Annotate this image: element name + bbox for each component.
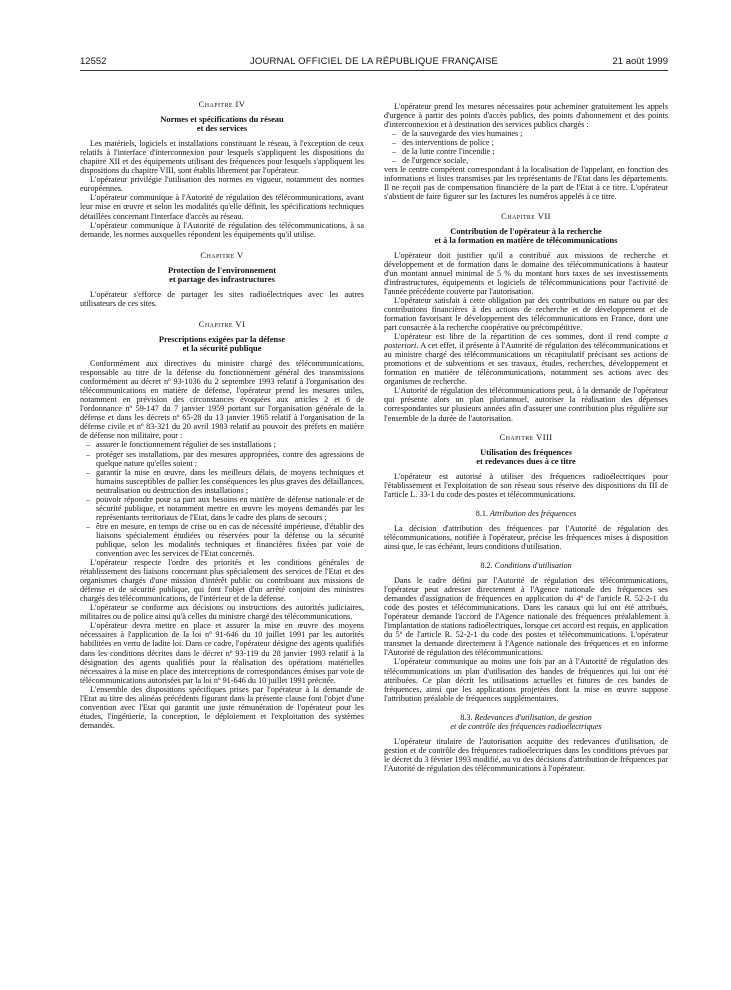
list-item: – protéger ses installations, par des mesures appropriées, contre des agressions de quelque nature qu'elles soient ;: [96, 450, 364, 468]
chapter-vi-label: Chapitre VI: [198, 318, 246, 329]
paragraph: L'opérateur est autorisé à utiliser des fréquences radioélectriques pour l'établissement et l'exploitation de son réseau sous réserve des dispositions du III de l'article L. 33-1 du code des postes et télécommunications.: [384, 471, 668, 499]
section-number: 8.2.: [480, 561, 493, 571]
chapter-viii-label: Chapitre VIII: [499, 431, 553, 442]
text-span: . A cet effet, il présente à l'Autorité de régulation des télécommunications et au ministre chargé des télécommunications un récapitulatif précisant ses actions de promotions et de subventions et ses travaux, études, recherches, développement et formation en matière de télécommunications, notamment ses actions avec des organismes de recherche.: [384, 341, 668, 387]
paragraph: L'opérateur s'efforce de partager les sites radioélectriques avec les autres utilisateurs de ces sites.: [80, 289, 364, 308]
paragraph: L'opérateur se conforme aux décisions ou instructions des autorités judiciaires, militaires ou de police ainsi qu'à celles du ministre chargé des télécommunications.: [80, 603, 364, 622]
paragraph: L'opérateur communique à l'Autorité de régulation des télécommunications, avant leur mise en œuvre et selon les modalités qu'elle définit, les spécifications techniques détaillées concernant l'interface d'accès au réseau.: [80, 193, 364, 221]
chapter-vii-label: Chapitre VII: [501, 210, 551, 221]
chapter-iv-title-line1: Normes et spécifications du réseau: [160, 115, 284, 125]
paragraph: L'opérateur prend les mesures nécessaires pour acheminer gratuitement les appels d'urgence à partir des points d'accès publics, des points d'abonnement et des points d'interconnexion et à destination des services publics chargés :: [384, 102, 668, 130]
section-title-line2: et de contrôle des fréquences radioélectriques: [450, 721, 602, 731]
chapter-vi-title-line2: et la sécurité publique: [182, 343, 262, 353]
chapter-viii-title-line1: Utilisation des fréquences: [480, 447, 572, 457]
paragraph: L'opérateur devra mettre en place et assurer la mise en œuvre des moyens nécessaires à l'application de la loi nº 91-646 du 10 juillet 1991 par les autorités habilitées en vertu de ladite loi. Dans ce cadre, l'opérateur désigne des agents qualifiés dans les conditions décrites dans le décret nº 93-119 du 28 janvier 1993 relatif à la désignation des agents qualifiés pour la réalisation des opérations matérielles nécessaires à la mise en place des interceptions de correspondances émises par voie de télécommunications autorisées par la loi nº 91-646 du 10 juillet 1991 précitée.: [80, 621, 364, 685]
chapter-vii-title-line1: Contribution de l'opérateur à la recherche: [450, 226, 602, 236]
right-column: [384, 102, 668, 773]
chapter-v-title: [80, 266, 364, 284]
list-item: – de l'urgence sociale,: [402, 156, 668, 165]
journal-title: JOURNAL OFFICIEL DE LA RÉPUBLIQUE FRANÇAISE: [249, 56, 499, 67]
chapter-vi-title: [80, 335, 364, 353]
italic-term: a posteriori: [384, 332, 668, 351]
chapter-viii-title-line2: et redevances dues à ce titre: [476, 456, 576, 466]
chapter-iv-title-line2: et des services: [196, 124, 248, 134]
header-rule: [80, 70, 668, 71]
paragraph: La décision d'attribution des fréquences par l'Autorité de régulation des télécommunications, notifiée à l'opérateur, précise les fréquences mises à disposition ainsi que, le cas échéant, leurs conditions d'utilisation.: [384, 523, 668, 551]
paragraph: L'opérateur communique au moins une fois par an à l'Autorité de régulation des télécommunications un plan d'utilisation des bandes de fréquences qui lui ont été attribuées. Ce plan décrit les utilisations actuelles et futures de ces bandes de fréquences, ainsi que les applications projetées dont la mise en œuvre suppose l'attribution préalable de fréquences supplémentaires.: [384, 657, 668, 703]
paragraph: L'Autorité de régulation des télécommunications peut, à la demande de l'opérateur qui présente alors un plan pluriannuel, autoriser la réalisation des dépenses correspondantes sur plusieurs années afin d'assurer une contribution plus régulière sur l'ensemble de la durée de l'autorisation.: [384, 386, 668, 423]
paragraph: L'ensemble des dispositions spécifiques prises par l'opérateur à la demande de l'Etat au titre des alinéas précédents figurant dans la présente clause font l'objet d'une convention avec l'Etat qui garantit une juste rémunération de l'opérateur pour les études, l'ingénierie, la conception, le déploiement et l'exploitation des systèmes demandés.: [80, 684, 364, 730]
paragraph: L'opérateur satisfait à cette obligation par des contributions en nature ou par des contributions financières à des actions de recherche et de développement et de formation favorisant le développement des télécommunications en France, dont une part consacrée à la recherche coopérative ou précompétitive.: [384, 295, 668, 333]
chapter-vii-title-line2: et à la formation en matière de télécommunications: [434, 235, 618, 245]
chapter-v-title-line1: Protection de l'environnement: [167, 265, 277, 275]
page-number: 12552: [80, 56, 107, 67]
list-item: – de la sauvegarde des vies humaines ;: [402, 129, 668, 138]
emergency-services-list: [384, 129, 668, 165]
page-header: [80, 56, 668, 68]
paragraph: L'opérateur doit justifier qu'il a contribué aux missions de recherche et développement et de formation dans le domaine des télécommunications à hauteur d'un montant annuel minimal de 5 % du montant hors taxes de ses investissements d'infrastructures, équipements et logiciels de télécommunications pour l'activité de l'année précédente couverte par l'autorisation.: [384, 250, 668, 296]
chapter-vii-title: [384, 227, 668, 245]
paragraph: Les matériels, logiciels et installations constituant le réseau, à l'exception de ceux relatifs à l'interface d'interconnexion pour lesquels s'appliquent les dispositions du chapitre XII et des équipements utilisant des fréquences pour lesquels s'appliquent les dispositions du chapitre VIII, sont établis librement par l'opérateur.: [80, 139, 364, 176]
list-item: – garantir la mise en œuvre, dans les meilleurs délais, de moyens techniques et humains susceptibles de pallier les conséquences les plus graves des défaillances, neutralisation ou destruction des installations ;: [96, 468, 364, 495]
section-8-1-heading: [384, 509, 668, 518]
chapter-viii-title: [384, 448, 668, 466]
section-number: 8.3.: [460, 712, 473, 722]
paragraph: L'opérateur titulaire de l'autorisation acquitte des redevances d'utilisation, de gestion et de contrôle des fréquences radioélectriques dans les conditions prévues par le décret du 3 février 1993 modifié, au vu des décisions d'attribution de fréquences par l'Autorité de régulation des télécommunications à l'opérateur.: [384, 736, 668, 773]
section-title: Attribution des fréquences: [489, 508, 577, 518]
list-item: – assurer le fonctionnement régulier de ses installations ;: [96, 440, 364, 449]
section-title-line1: Redevances d'utilisation, de gestion: [474, 712, 592, 722]
paragraph: L'opérateur respecte l'ordre des priorités et les conditions générales de rétablissement des liaisons concernant plus spécialement des services de l'Etat et des organismes chargés d'une mission d'intérêt public ou contribuant aux missions de défense et de sécurité publique, qui font l'objet d'un arrêté conjoint des ministres chargés des télécommunications, de l'intérieur et de la défense.: [80, 558, 364, 604]
text-span: L'opérateur est libre de la répartition de ces sommes, dont il rend compte: [394, 332, 664, 342]
paragraph: Conformément aux directives du ministre chargé des télécommunications, responsable au titre de la défense du fonctionnement général des transmissions conformément au décret nº 93-1036 du 2 septembre 1993 relatif à l'organisation des télécommunications en matière de défense, l'opérateur prend les mesures utiles, notamment en prévision des circonstances évoquées aux articles 2 et 6 de l'ordonnance nº 59-147 du 7 janvier 1959 portant sur l'organisation générale de la défense et dans les décrets nº 65-28 du 13 janvier 1965 relatif à l'organisation de la défense civile et nº 83-321 du 20 avril 1983 relatif au pouvoir des préfets en matière de défense non militaire, pour :: [80, 359, 364, 441]
list-item: – pouvoir répondre pour sa part aux besoins en matière de défense nationale et de sécurité publique, et notamment mettre en œuvre les moyens demandés par les représentants territoriaux de l'Etat, dans le cadre des plans de secours ;: [96, 495, 364, 522]
list-item: – être en mesure, en temps de crise ou en cas de nécessité impérieuse, d'établir des liaisons spécialement étudiées ou réservées pour la défense ou la sécurité publique, selon les modalités techniques et financières fixées par voie de convention avec les services de l'Etat concernés.: [96, 522, 364, 558]
paragraph: L'opérateur privilégie l'utilisation des normes en vigueur, notamment des normes européennes.: [80, 175, 364, 194]
section-8-3-heading: [384, 713, 668, 731]
paragraph: vers le centre compétent correspondant à la localisation de l'appelant, en fonction des informations et listes transmises par les représentants de l'Etat dans les départements. Il ne reçoit pas de compensation financière de la part de l'Etat à ce titre. L'opérateur s'abstient de faire figurer sur les factures les numéros appelés à ce titre.: [384, 165, 668, 202]
chapter-iv-label: Chapitre IV: [198, 99, 246, 109]
defense-list: [80, 440, 364, 558]
list-item: – de la lutte contre l'incendie ;: [402, 147, 668, 156]
section-8-2-heading: [384, 561, 668, 570]
paragraph: Dans le cadre défini par l'Autorité de régulation des télécommunications, l'opérateur peut adresser directement à l'Agence nationale des fréquences ses demandes d'assignation de fréquences en application du 4º de l'article R. 52-2-1 du code des postes et télécommunications. Dans les canaux qui lui ont été attribués, l'opérateur demande l'accord de l'Agence nationale des fréquences préalablement à l'implantation de stations radioélectriques, lorsque cet accord est requis, en application du 5º de l'article R. 52-2-1 du code des postes et télécommunications. L'opérateur transmet la demande directement à l'Agence nationale des fréquences et en informe l'Autorité de régulation des télécommunications.: [384, 576, 668, 658]
list-item: – des interventions de police ;: [402, 138, 668, 147]
chapter-iv-title: [80, 115, 364, 133]
issue-date: 21 août 1999: [612, 56, 668, 67]
section-title: Conditions d'utilisation: [494, 561, 572, 571]
section-number: 8.1.: [475, 508, 488, 518]
paragraph: L'opérateur communique à l'Autorité de régulation des télécommunications, à sa demande, les normes auxquelles répondent les équipements qu'il utilise.: [80, 220, 364, 239]
chapter-vi-title-line1: Prescriptions exigées par la défense: [158, 334, 286, 344]
left-column: [80, 100, 364, 730]
chapter-v-label: Chapitre V: [200, 249, 244, 260]
chapter-v-title-line2: et partage des infrastructures: [169, 274, 275, 284]
paragraph: [384, 332, 668, 386]
